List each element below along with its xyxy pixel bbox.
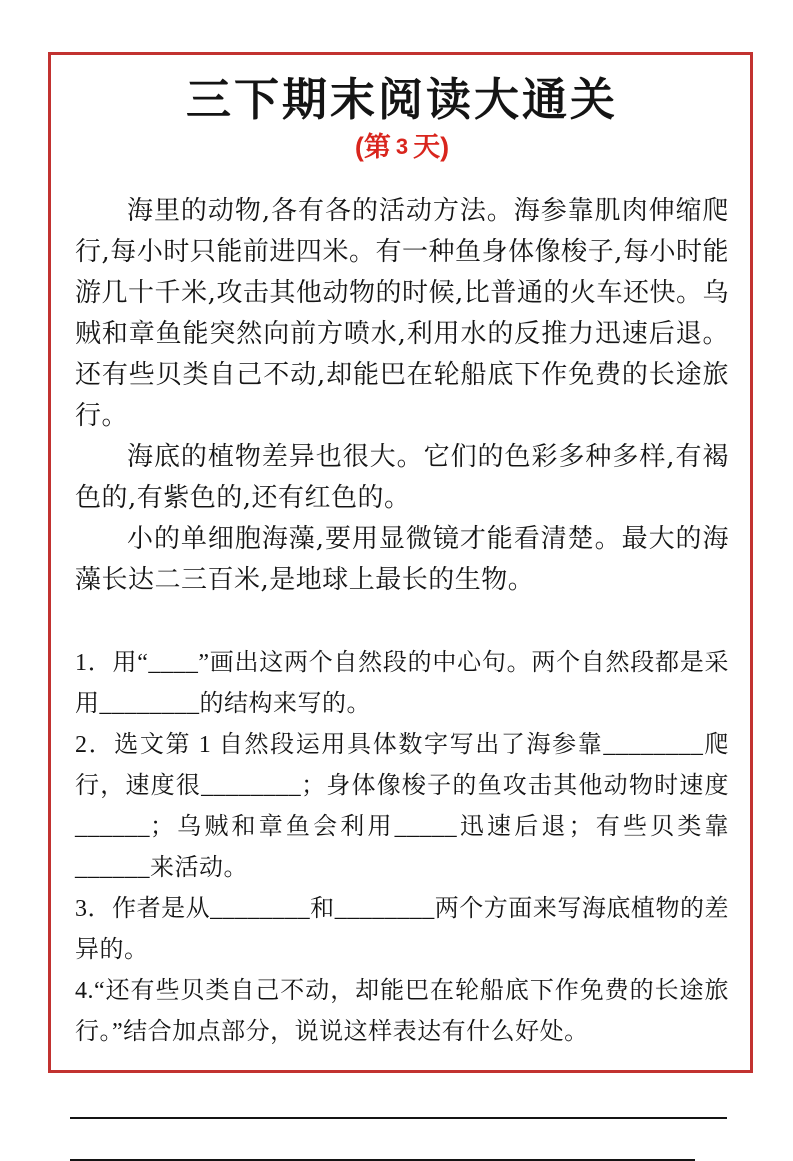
day-badge-suffix: 天) xyxy=(413,132,450,162)
passage-paragraph-2: 海底的植物差异也很大。它们的色彩多种多样,有褐色的,有紫色的,还有红色的。 xyxy=(75,442,729,514)
question-2: 2．选文第 1 自然段运用具体数字写出了海参靠________爬行，速度很________；身体像梭子的鱼攻击其他动物时速度______；乌贼和章鱼会利用_____迅速后退；有些贝类靠______来活动。 xyxy=(75,732,729,882)
day-badge xyxy=(75,131,729,163)
day-number: 3 xyxy=(395,134,409,159)
question-3: 3．作者是从________和________两个方面来写海底植物的差异的。 xyxy=(75,896,729,964)
answer-line-1 xyxy=(70,1077,727,1119)
question-list xyxy=(75,643,729,1053)
page-frame xyxy=(48,52,753,1073)
day-badge-prefix: (第 xyxy=(354,132,391,162)
question-4: 4.“还有些贝类自己不动，却能巴在轮船底下作免费的长途旅行。”结合加点部分，说说这样表达有什么好处。 xyxy=(75,978,729,1046)
reading-passage xyxy=(75,191,729,601)
answer-area xyxy=(75,1077,729,1161)
answer-line-2 xyxy=(70,1119,695,1161)
page-title: 三下期末阅读大通关 xyxy=(185,74,618,125)
passage-paragraph-3: 小的单细胞海藻,要用显微镜才能看清楚。最大的海藻长达二三百米,是地球上最长的生物。 xyxy=(75,524,729,596)
passage-paragraph-1: 海里的动物,各有各的活动方法。海参靠肌肉伸缩爬行,每小时只能前进四米。有一种鱼身体像梭子,每小时能游几十千米,攻击其他动物的时候,比普通的火车还快。乌贼和章鱼能突然向前方喷水,利用水的反推力迅速后退。还有些贝类自己不动,却能巴在轮船底下作免费的长途旅行。 xyxy=(75,196,729,432)
question-1: 1．用“____”画出这两个自然段的中心句。两个自然段都是采用________的结构来写的。 xyxy=(75,650,729,718)
